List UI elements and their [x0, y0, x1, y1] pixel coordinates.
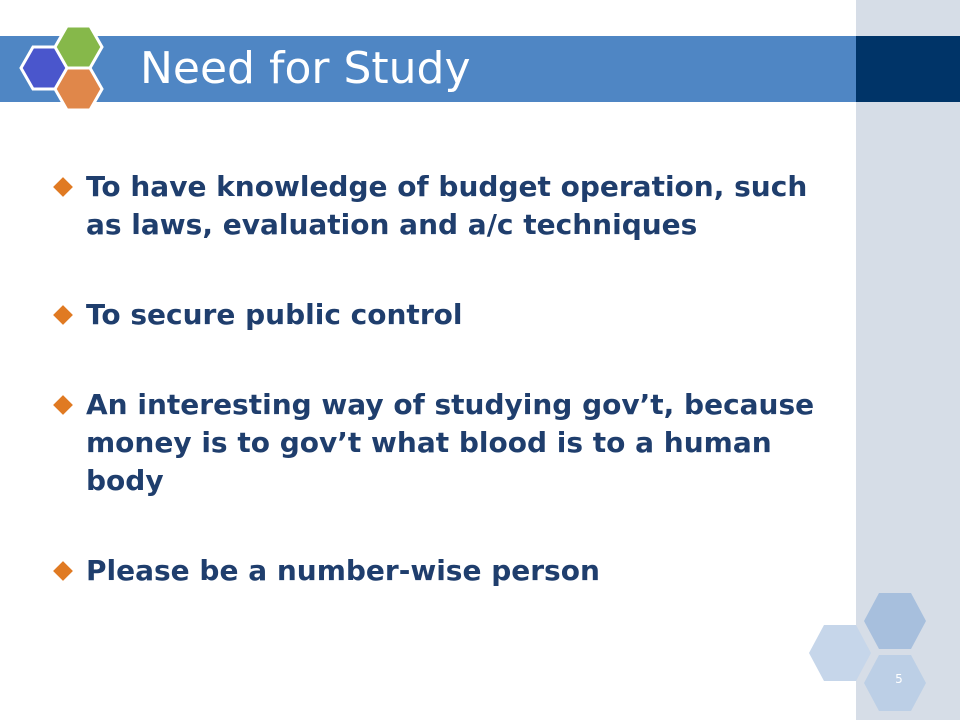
hexagon-logo-icon — [10, 20, 120, 120]
bullet-item — [50, 552, 850, 590]
diamond-bullet-icon — [53, 177, 73, 197]
bullet-item — [50, 386, 850, 500]
bullet-item — [50, 296, 850, 334]
slide-title: Need for Study — [140, 43, 471, 94]
decorative-hexagon — [809, 625, 871, 681]
bullet-text: To have knowledge of budget operation, such as laws, evaluation and a/c techniques — [86, 170, 808, 241]
orange-hexagon — [55, 68, 102, 110]
decorative-hexagons-icon — [800, 585, 940, 720]
green-hexagon — [55, 26, 102, 68]
diamond-bullet-icon — [53, 395, 73, 415]
diamond-bullet-icon — [53, 305, 73, 325]
bullet-text: Please be a number-wise person — [86, 554, 600, 587]
title-bar-accent — [856, 36, 960, 102]
bullet-list — [50, 168, 850, 590]
bullet-text: An interesting way of studying gov’t, because money is to gov’t what blood is to a human body — [86, 388, 815, 497]
bullet-item — [50, 168, 850, 244]
page-number: 5 — [895, 672, 903, 686]
diamond-bullet-icon — [53, 561, 73, 581]
decorative-hexagon — [864, 593, 926, 649]
bullet-text: To secure public control — [86, 298, 463, 331]
